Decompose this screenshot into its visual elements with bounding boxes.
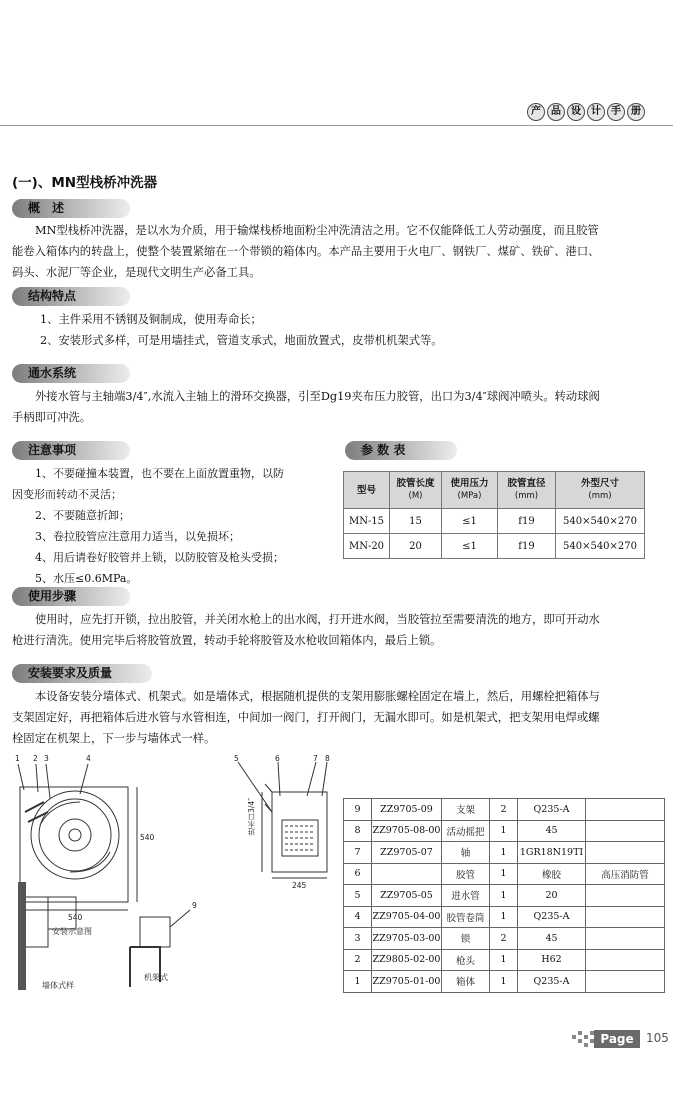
- wall-hatch: [18, 882, 26, 990]
- table-cell: 540×540×270: [556, 509, 645, 534]
- table-cell: 20: [518, 885, 586, 907]
- table-row: [344, 906, 665, 928]
- table-cell: [586, 906, 665, 928]
- table-row: [344, 820, 665, 842]
- dimension-label: 540: [68, 913, 83, 922]
- overview-text: [12, 220, 599, 283]
- table-header-cell: 使用压力 (MPa): [442, 472, 498, 509]
- usage-text: [12, 609, 600, 651]
- table-cell: ZZ9705-04-00: [372, 906, 442, 928]
- header-rule: [0, 125, 673, 126]
- table-cell: 6: [344, 863, 372, 885]
- front-view-box: [20, 787, 128, 902]
- text-line: 1、不要碰撞本装置，也不要在上面放置重物，以防: [35, 467, 284, 480]
- installation-drawings: [10, 752, 340, 1002]
- table-cell: [586, 971, 665, 993]
- table-cell: 2: [490, 799, 518, 821]
- table-cell: 橡胶: [518, 863, 586, 885]
- table-cell: 8: [344, 820, 372, 842]
- install-text: [12, 686, 600, 749]
- table-cell: MN-20: [344, 534, 390, 559]
- table-cell: [586, 928, 665, 950]
- section-heading-usage: 使用步骤: [12, 587, 130, 606]
- table-cell: MN-15: [344, 509, 390, 534]
- text-line: 外接水管与主轴端3/4″,水流入主轴上的滑环交换器，引至Dg19夹布压力胶管，出口为3/4″球阀冲喷头。转动球阀: [35, 390, 600, 403]
- page-number: 105: [646, 1031, 669, 1045]
- side-view-box: [272, 792, 327, 872]
- text-line: 枪进行清洗。使用完毕后将胶管放置，转动手轮将胶管及水枪收回箱体内，最后上锁。: [12, 634, 442, 647]
- caption-frame-style: 机架式: [144, 973, 168, 982]
- table-cell: [586, 799, 665, 821]
- table-header-row: [344, 472, 645, 509]
- text-line: 3、卷拉胶管应注意用力适当，以免损坏；: [35, 530, 240, 543]
- callout-label: 9: [192, 901, 197, 910]
- table-cell: 4: [344, 906, 372, 928]
- page-label: Page: [594, 1030, 640, 1048]
- table-cell: 1: [490, 949, 518, 971]
- table-row: [344, 971, 665, 993]
- page-pattern-decoration: [572, 1031, 594, 1047]
- text-line: 支架固定好，再把箱体后进水管与水管相连，中间加一阀门，打开阀门，无漏水即可。如是机架式，把支架用电焊或螺: [12, 711, 600, 724]
- text-line: 5、水压≤0.6MPa。: [35, 572, 138, 585]
- table-cell: ZZ9705-01-00: [372, 971, 442, 993]
- table-cell: 2: [344, 949, 372, 971]
- section-heading-params: 参 数 表: [345, 441, 457, 460]
- table-row: [344, 863, 665, 885]
- table-cell: 轴: [442, 842, 490, 864]
- table-cell: [586, 842, 665, 864]
- header-char: 手: [607, 103, 625, 121]
- table-cell: H62: [518, 949, 586, 971]
- dimension-label: 540: [140, 833, 155, 842]
- caption-wall-style: 墙体式样: [42, 981, 74, 990]
- table-cell: 1: [344, 971, 372, 993]
- section-heading-water: 通水系统: [12, 364, 130, 383]
- table-cell: [586, 949, 665, 971]
- header-char: 册: [627, 103, 645, 121]
- notes-text: [12, 463, 284, 589]
- text-line: 手柄即可冲洗。: [12, 411, 92, 424]
- header-char: 计: [587, 103, 605, 121]
- table-header-cell: 型号: [344, 472, 390, 509]
- table-cell: [586, 820, 665, 842]
- table-row: [344, 928, 665, 950]
- callout-label: 1: [15, 754, 20, 763]
- table-cell: ZZ9705-08-00: [372, 820, 442, 842]
- table-row: [344, 842, 665, 864]
- table-cell: ≤1: [442, 534, 498, 559]
- water-text: [12, 386, 600, 428]
- table-cell: 胶管: [442, 863, 490, 885]
- header-char: 设: [567, 103, 585, 121]
- table-cell: ZZ9705-03-00: [372, 928, 442, 950]
- text-line: 因变形而转动不灵活；: [12, 488, 122, 501]
- callout-label: 3: [44, 754, 49, 763]
- section-heading-install: 安装要求及质量: [12, 664, 152, 683]
- table-cell: Q235-A: [518, 971, 586, 993]
- table-cell: f19: [498, 534, 556, 559]
- table-cell: 活动摇把: [442, 820, 490, 842]
- section-heading-structure: 结构特点: [12, 287, 130, 306]
- table-header-cell: 胶管直径 (mm): [498, 472, 556, 509]
- table-cell: f19: [498, 509, 556, 534]
- parts-list-table: [343, 798, 665, 993]
- header-manual-title: [527, 103, 645, 121]
- table-row: [344, 799, 665, 821]
- table-cell: 1: [490, 906, 518, 928]
- table-cell: [586, 885, 665, 907]
- table-cell: 45: [518, 928, 586, 950]
- text-line: 本设备安装分墙体式、机架式。如是墙体式，根据随机提供的支架用膨胀螺栓固定在墙上，然后，用螺栓把箱体与: [35, 690, 600, 703]
- table-cell: 胶管卷筒: [442, 906, 490, 928]
- table-cell: 1: [490, 863, 518, 885]
- table-cell: 锁: [442, 928, 490, 950]
- callout-label: 6: [275, 754, 280, 763]
- section-heading-overview: 概 述: [12, 199, 130, 218]
- table-cell: Q235-A: [518, 799, 586, 821]
- table-row: [344, 885, 665, 907]
- table-header-cell: 胶管长度 (M): [390, 472, 442, 509]
- table-cell: 箱体: [442, 971, 490, 993]
- text-line: 使用时，应先打开锁，拉出胶管，并关闭水枪上的出水阀，打开进水阀，当胶管拉至需要清洗的地方，即可开动水: [35, 613, 600, 626]
- params-table: [343, 471, 645, 559]
- table-cell: [372, 863, 442, 885]
- table-cell: 3: [344, 928, 372, 950]
- text-line: 能卷入箱体内的转盘上，使整个装置紧缩在一个带锁的箱体内。本产品主要用于火电厂、钢铁厂、煤矿、铁矿、港口、: [12, 245, 600, 258]
- table-cell: 进水管: [442, 885, 490, 907]
- table-cell: 1: [490, 842, 518, 864]
- text-line: 码头、水泥厂等企业，是现代文明生产必备工具。: [12, 266, 261, 279]
- text-line: 2、安装形式多样，可是用墙挂式，管道支承式，地面放置式，皮带机机架式等。: [40, 334, 443, 347]
- table-cell: ≤1: [442, 509, 498, 534]
- table-cell: 枪头: [442, 949, 490, 971]
- table-cell: 支架: [442, 799, 490, 821]
- text-line: 4、用后请卷好胶管并上锁，以防胶管及枪头受损；: [35, 551, 284, 564]
- caption-install-diagram: 安装示意图: [52, 927, 92, 936]
- dimension-label: 245: [292, 881, 307, 890]
- table-cell: ZZ9705-07: [372, 842, 442, 864]
- table-cell: Q235-A: [518, 906, 586, 928]
- table-cell: ZZ9705-05: [372, 885, 442, 907]
- text-line: 2、不要随意折卸；: [35, 509, 130, 522]
- text-line: MN型栈桥冲洗器，是以水为介质，用于输煤栈桥地面粉尘冲洗清洁之用。它不仅能降低工人劳动强度，而且胶管: [35, 224, 599, 237]
- text-line: 1、主件采用不锈钢及铜制成，使用寿命长；: [40, 313, 262, 326]
- table-cell: 1: [490, 820, 518, 842]
- header-char: 品: [547, 103, 565, 121]
- table-cell: 7: [344, 842, 372, 864]
- table-cell: ZZ9705-09: [372, 799, 442, 821]
- page-title: (一)、MN型栈桥冲洗器: [12, 175, 158, 191]
- table-cell: 9: [344, 799, 372, 821]
- table-cell: 45: [518, 820, 586, 842]
- table-cell: 高压消防管: [586, 863, 665, 885]
- callout-label: 8: [325, 754, 330, 763]
- table-cell: 540×540×270: [556, 534, 645, 559]
- section-heading-notes: 注意事项: [12, 441, 130, 460]
- inlet-dimension-label: 进水口3/4″: [247, 798, 256, 836]
- table-cell: ZZ9805-02-00: [372, 949, 442, 971]
- table-row: [344, 534, 645, 559]
- table-cell: 20: [390, 534, 442, 559]
- callout-label: 2: [33, 754, 38, 763]
- table-header-cell: 外型尺寸 (mm): [556, 472, 645, 509]
- table-cell: 1GR18N19TI: [518, 842, 586, 864]
- table-cell: 5: [344, 885, 372, 907]
- table-cell: 1: [490, 971, 518, 993]
- header-char: 产: [527, 103, 545, 121]
- table-row: [344, 509, 645, 534]
- table-cell: 15: [390, 509, 442, 534]
- table-cell: 1: [490, 885, 518, 907]
- callout-label: 7: [313, 754, 318, 763]
- text-line: 栓固定在机架上，下一步与墙体式一样。: [12, 732, 216, 745]
- callout-label: 4: [86, 754, 91, 763]
- structure-text: [40, 309, 443, 351]
- hose-reel-drawing: [31, 791, 119, 879]
- table-row: [344, 949, 665, 971]
- callout-label: 5: [234, 754, 239, 763]
- table-cell: 2: [490, 928, 518, 950]
